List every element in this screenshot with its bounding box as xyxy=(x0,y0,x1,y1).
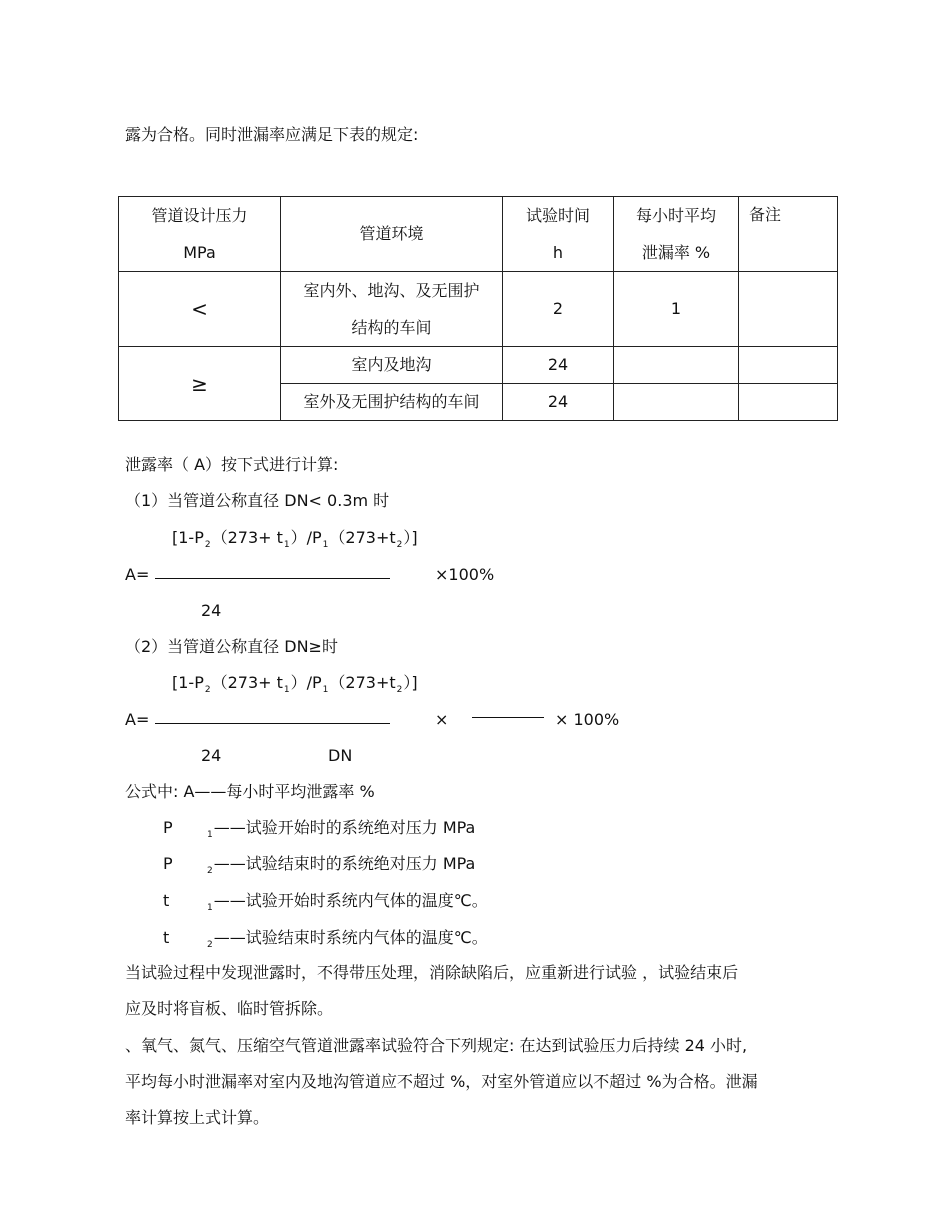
case2-denominator1: 24 xyxy=(201,746,222,765)
case2-numerator: $[1-P_2(273+ t_1)/P_1(273+t_2)]$ xyxy=(172,673,418,695)
header-environment: 管道环境 xyxy=(281,197,503,272)
table-row xyxy=(119,272,838,347)
case1-lhs: A= xyxy=(125,565,150,584)
header-note: 备注 xyxy=(739,197,838,272)
legend-intro: 公式中: A——每小时平均泄露率 % xyxy=(125,782,375,801)
cell-test-time: 2 xyxy=(503,272,614,347)
cell-leak-rate xyxy=(614,347,739,384)
legend-symbol: P xyxy=(163,818,173,837)
leak-rate-table xyxy=(118,196,838,421)
para1-line1: 当试验过程中发现泄露时，不得带压处理，消除缺陷后，应重新进行试验 ，试验结束后 xyxy=(125,963,739,982)
cell-pressure: ≥ xyxy=(119,347,281,421)
case2-fraction-line xyxy=(155,723,390,724)
case2-lhs: A= xyxy=(125,710,150,729)
case1-numerator: $[1-P_2(273+ t_1)/P_1(273+t_2)]$ xyxy=(172,528,418,550)
cell-leak-rate: 1 xyxy=(614,272,739,347)
case1-label: （1）当管道公称直径 DN< 0.3m 时 xyxy=(125,491,390,510)
legend-symbol: t xyxy=(163,891,170,910)
para2-line1: 、氧气、氮气、压缩空气管道泄露率试验符合下列规定: 在达到试验压力后持续 24 小时, xyxy=(125,1036,748,1055)
para1-line2: 应及时将盲板、临时管拆除。 xyxy=(125,999,334,1018)
case1-fraction-line xyxy=(155,578,390,579)
table-header-row xyxy=(119,197,838,272)
case2-label: （2）当管道公称直径 DN≥时 xyxy=(125,637,338,656)
calc-intro: 泄露率（ A）按下式进行计算: xyxy=(125,455,339,474)
para2-line3: 率计算按上式计算。 xyxy=(125,1108,270,1127)
table-row xyxy=(119,347,838,384)
case2-denominator2: DN xyxy=(328,746,353,765)
cell-environment: 室外及无围护结构的车间 xyxy=(281,384,503,421)
para2-line2: 平均每小时泄漏率对室内及地沟管道应不超过 %，对室外管道应以不超过 %为合格。泄漏 xyxy=(125,1072,758,1091)
cell-environment: 室内及地沟 xyxy=(281,347,503,384)
cell-test-time: 24 xyxy=(503,384,614,421)
cell-note xyxy=(739,272,838,347)
case1-times: ×100% xyxy=(435,565,495,584)
cell-test-time: 24 xyxy=(503,347,614,384)
case2-fraction-line-2 xyxy=(472,717,544,718)
cell-note xyxy=(739,347,838,384)
intro-text: 露为合格。同时泄漏率应满足下表的规定: xyxy=(125,125,419,144)
cell-leak-rate xyxy=(614,384,739,421)
header-leak-rate: 每小时平均 泄漏率 % xyxy=(614,197,739,272)
cell-environment: 室内外、地沟、及无围护 结构的车间 xyxy=(281,272,503,347)
legend-symbol: P xyxy=(163,854,173,873)
case1-denominator: 24 xyxy=(201,601,222,620)
header-pressure: 管道设计压力 MPa xyxy=(119,197,281,272)
header-test-time: 试验时间 h xyxy=(503,197,614,272)
case2-times1: × xyxy=(435,710,449,729)
legend-symbol: t xyxy=(163,928,170,947)
cell-note xyxy=(739,384,838,421)
cell-pressure: < xyxy=(119,272,281,347)
case2-times2: × 100% xyxy=(555,710,620,729)
